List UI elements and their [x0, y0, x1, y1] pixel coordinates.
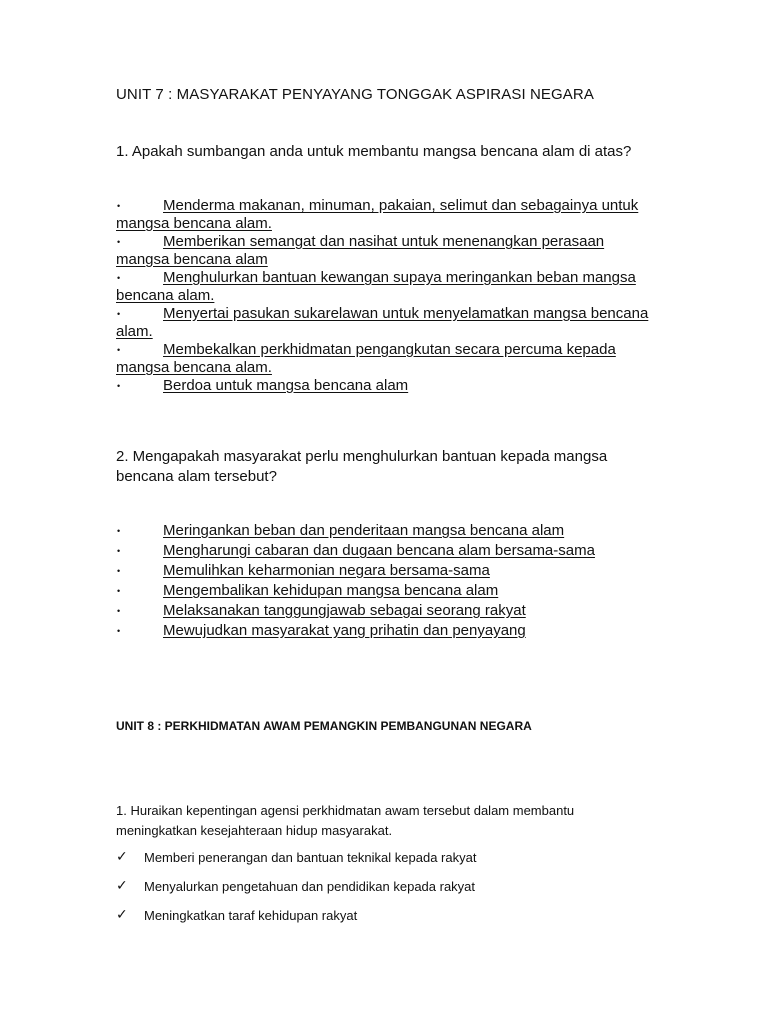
bullet-icon: • [117, 309, 121, 319]
bullet-icon: • [117, 381, 121, 391]
answer-text: Mewujudkan masyarakat yang prihatin dan penyayang [163, 622, 526, 639]
unit7-q1-answer-list [116, 197, 661, 395]
bullet-icon: • [117, 586, 121, 596]
list-item [116, 581, 661, 601]
list-item [116, 601, 661, 621]
unit8-title: UNIT 8 : PERKHIDMATAN AWAM PEMANGKIN PEMBANGUNAN NEGARA [116, 719, 532, 733]
unit8-question-1: 1. Huraikan kepentingan agensi perkhidmatan awam tersebut dalam membantu meningkatkan kesejahteraan hidup masyarakat. [116, 803, 575, 838]
list-item [116, 521, 661, 541]
list-item [116, 377, 661, 395]
answer-text: Meringankan beban dan penderitaan mangsa bencana alam [163, 522, 565, 539]
answer-text: Membekalkan perkhidmatan pengangkutan secara percuma kepada mangsa bencana alam. [116, 341, 616, 376]
bullet-icon: • [117, 606, 121, 616]
answer-text: Berdoa untuk mangsa bencana alam [163, 377, 409, 394]
bullet-icon: • [117, 566, 121, 576]
checkmark-icon: ✓ [116, 907, 128, 923]
answer-text: Menyertai pasukan sukarelawan untuk menyelamatkan mangsa bencana alam. [116, 305, 649, 340]
list-item [116, 561, 661, 581]
bullet-icon: • [117, 546, 121, 556]
answer-text: Memulihkan keharmonian negara bersama-sama [163, 562, 490, 579]
checkmark-icon: ✓ [116, 878, 128, 894]
bullet-icon: • [117, 526, 121, 536]
list-item [116, 269, 661, 305]
list-item [116, 341, 661, 377]
answer-text: Mengharungi cabaran dan dugaan bencana alam bersama-sama [163, 542, 595, 559]
answer-text: Meningkatkan taraf kehidupan rakyat [144, 908, 358, 923]
answer-text: Melaksanakan tanggungjawab sebagai seorang rakyat [163, 602, 526, 619]
answer-text: Mengembalikan kehidupan mangsa bencana alam [163, 582, 499, 599]
unit7-question-2: 2. Mengapakah masyarakat perlu menghulurkan bantuan kepada mangsa bencana alam tersebut? [116, 448, 608, 485]
checkmark-icon: ✓ [116, 849, 128, 865]
unit7-title: UNIT 7 : MASYARAKAT PENYAYANG TONGGAK ASPIRASI NEGARA [116, 86, 594, 103]
answer-text: Memberi penerangan dan bantuan teknikal kepada rakyat [144, 850, 477, 865]
unit7-question-1: 1. Apakah sumbangan anda untuk membantu mangsa bencana alam di atas? [116, 143, 632, 160]
list-item [116, 197, 661, 233]
bullet-icon: • [117, 237, 121, 247]
answer-text: Memberikan semangat dan nasihat untuk menenangkan perasaan mangsa bencana alam [116, 233, 605, 268]
list-item [116, 541, 661, 561]
list-item [116, 233, 661, 269]
bullet-icon: • [117, 201, 121, 211]
bullet-icon: • [117, 626, 121, 636]
answer-text: Menghulurkan bantuan kewangan supaya meringankan beban mangsa bencana alam. [116, 269, 636, 304]
list-item [116, 305, 661, 341]
unit7-q2-answer-list [116, 521, 661, 641]
answer-text: Menderma makanan, minuman, pakaian, selimut dan sebagainya untuk mangsa bencana alam. [116, 197, 639, 232]
answer-text: Menyalurkan pengetahuan dan pendidikan kepada rakyat [144, 879, 476, 894]
bullet-icon: • [117, 345, 121, 355]
bullet-icon: • [117, 273, 121, 283]
list-item [116, 621, 661, 641]
